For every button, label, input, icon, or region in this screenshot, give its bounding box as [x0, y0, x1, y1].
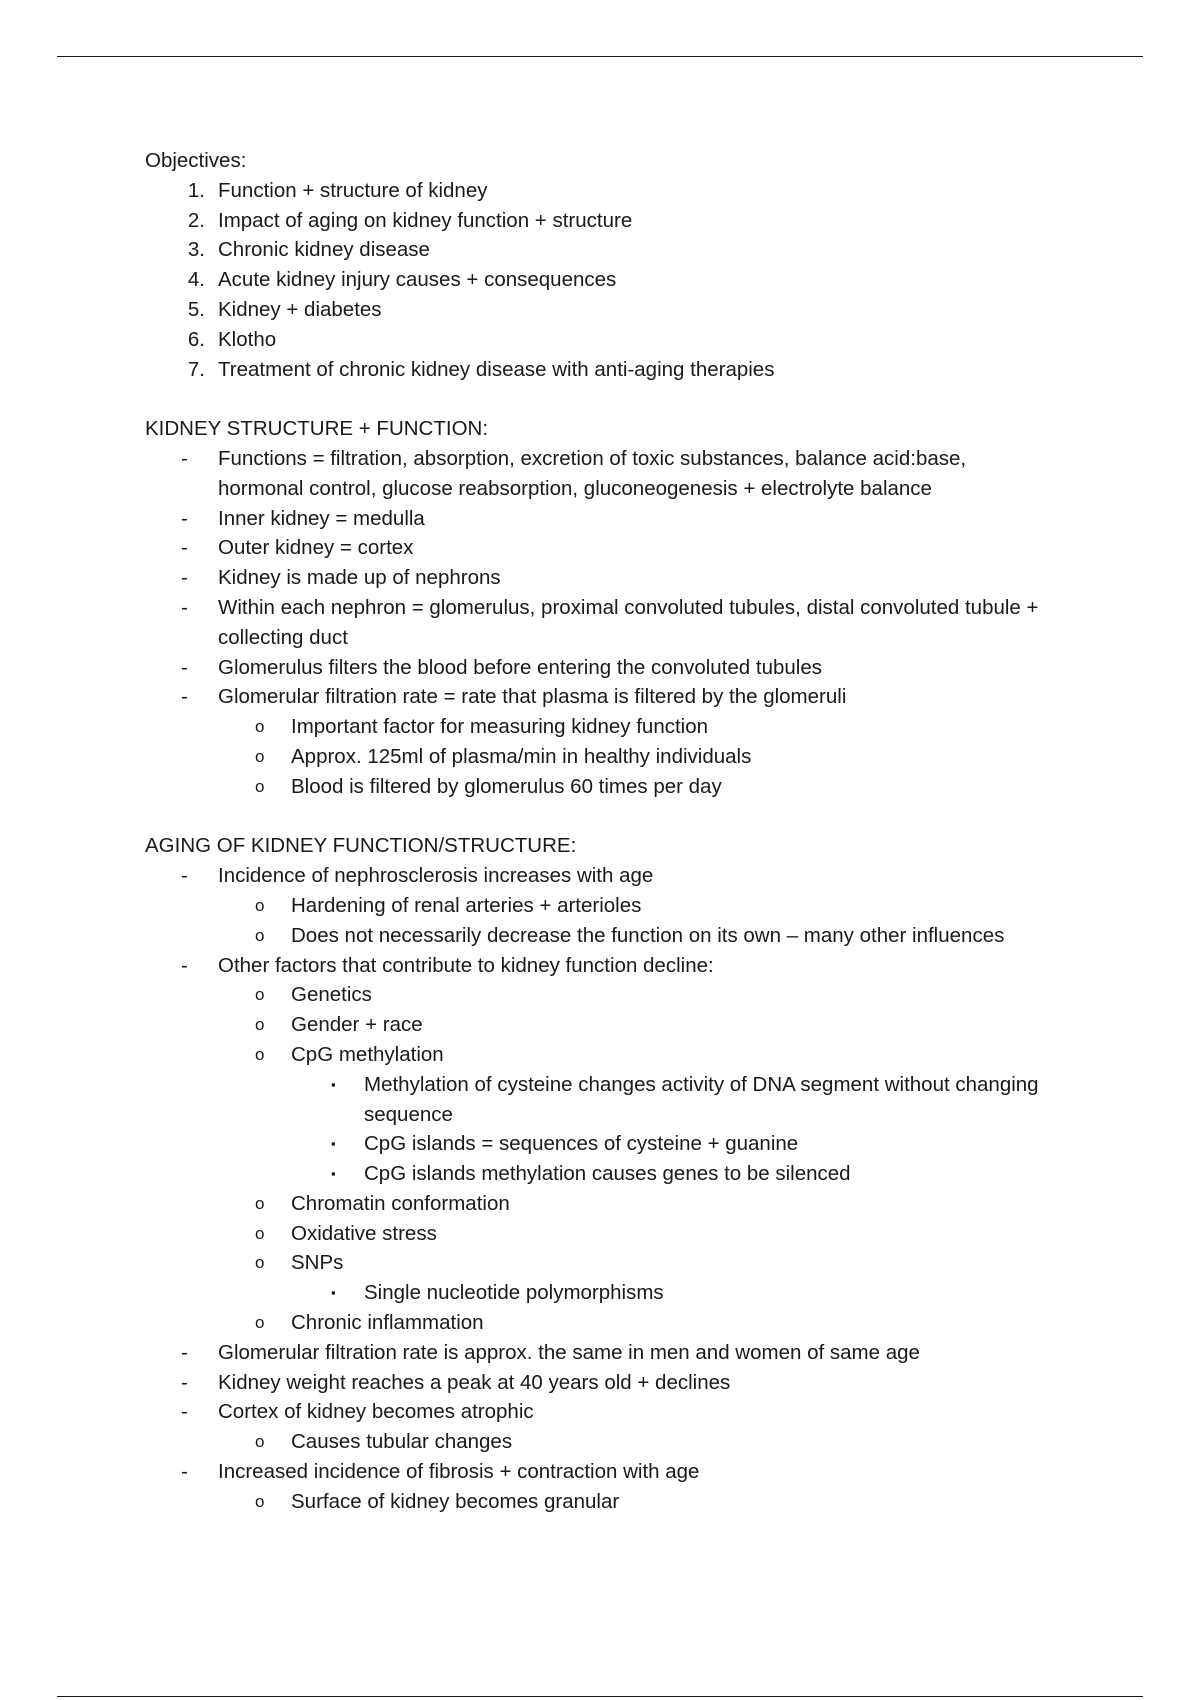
dash-bullet: -: [181, 506, 188, 530]
dash-bullet: -: [181, 1460, 188, 1484]
bullet-text: Kidney weight reaches a peak at 40 years old + declines: [218, 1370, 731, 1394]
section-heading-structure: KIDNEY STRUCTURE + FUNCTION:: [145, 417, 489, 441]
bullet-text: Approx. 125ml of plasma/min in healthy individuals: [291, 744, 752, 768]
square-bullet: ▪: [331, 1136, 336, 1152]
sub-bullet-item: [145, 1487, 1045, 1517]
bullet-item: [145, 682, 1045, 712]
list-item-text: Kidney + diabetes: [218, 297, 382, 321]
sub-bullet-item: [145, 891, 1045, 921]
bullet-text: Genetics: [291, 983, 372, 1007]
objectives-list: [145, 176, 1045, 385]
bullet-text: SNPs: [291, 1251, 344, 1275]
bullet-item: [145, 653, 1045, 683]
bullet-item: [145, 504, 1045, 534]
square-bullet: ▪: [331, 1285, 336, 1301]
dash-bullet: -: [181, 864, 188, 888]
list-item-text: Treatment of chronic kidney disease with anti-aging therapies: [218, 357, 775, 381]
dash-bullet: -: [181, 566, 188, 590]
bullet-item: [145, 951, 1045, 981]
sub-bullet-item: [145, 1308, 1045, 1338]
bullet-text: CpG islands = sequences of cysteine + guanine: [364, 1132, 799, 1156]
bullet-text: Chromatin conformation: [291, 1191, 510, 1215]
dash-bullet: -: [181, 446, 188, 470]
bullet-text: Outer kidney = cortex: [218, 536, 414, 560]
list-number: 7.: [187, 357, 205, 381]
bullet-text: Chronic inflammation: [291, 1311, 484, 1335]
bullet-text: Causes tubular changes: [291, 1430, 513, 1454]
bullet-text: Glomerular filtration rate is approx. the same in men and women of same age: [218, 1340, 920, 1364]
list-number: 3.: [187, 238, 205, 262]
circle-bullet: o: [255, 776, 265, 796]
bullet-text: Glomerular filtration rate = rate that plasma is filtered by the glomeruli: [218, 685, 847, 709]
bullet-text: Gender + race: [291, 1013, 423, 1037]
bullet-item: [145, 1397, 1045, 1427]
bullet-item: [145, 1457, 1045, 1487]
bullet-item: [145, 1338, 1045, 1368]
list-item: [145, 235, 1045, 265]
circle-bullet: o: [255, 985, 265, 1005]
bullet-text: Kidney is made up of nephrons: [218, 566, 501, 590]
bullet-item: [145, 1368, 1045, 1398]
sub-bullet-item: [145, 980, 1045, 1010]
bullet-item: [145, 563, 1045, 593]
bullet-text: Incidence of nephrosclerosis increases with age: [218, 864, 654, 888]
list-number: 4.: [187, 268, 205, 292]
bullet-text: CpG methylation: [291, 1042, 444, 1066]
sub-sub-bullet-item: [145, 1070, 1045, 1130]
sub-bullet-item: [145, 742, 1045, 772]
list-item: [145, 325, 1045, 355]
sub-sub-bullet-item: [145, 1129, 1045, 1159]
list-number: 2.: [187, 208, 205, 232]
bullet-item: [145, 861, 1045, 891]
sub-bullet-item: [145, 1248, 1045, 1278]
list-item: [145, 295, 1045, 325]
list-item: [145, 176, 1045, 206]
sub-bullet-item: [145, 712, 1045, 742]
circle-bullet: o: [255, 1044, 265, 1064]
bullet-text: Oxidative stress: [291, 1221, 437, 1245]
bullet-text: Blood is filtered by glomerulus 60 times per day: [291, 774, 722, 798]
list-item: [145, 206, 1045, 236]
sub-bullet-item: [145, 1427, 1045, 1457]
list-item-text: Acute kidney injury causes + consequences: [218, 268, 617, 292]
sub-sub-bullet-item: [145, 1278, 1045, 1308]
dash-bullet: -: [181, 1340, 188, 1364]
bullet-text: Other factors that contribute to kidney function decline:: [218, 953, 714, 977]
bullet-text: CpG islands methylation causes genes to be silenced: [364, 1162, 851, 1186]
dash-bullet: -: [181, 685, 188, 709]
header-rule: [57, 56, 1143, 57]
list-number: 1.: [187, 178, 205, 202]
square-bullet: ▪: [331, 1166, 336, 1182]
circle-bullet: o: [255, 895, 265, 915]
bullet-text: Inner kidney = medulla: [218, 506, 425, 530]
circle-bullet: o: [255, 925, 265, 945]
dash-bullet: -: [181, 536, 188, 560]
bullet-text: Hardening of renal arteries + arterioles: [291, 893, 642, 917]
sub-bullet-item: [145, 1040, 1045, 1070]
sub-bullet-item: [145, 1189, 1045, 1219]
circle-bullet: o: [255, 1223, 265, 1243]
sub-bullet-item: [145, 772, 1045, 802]
list-item-text: Chronic kidney disease: [218, 238, 430, 262]
bullet-item: [145, 444, 1045, 504]
sub-sub-bullet-item: [145, 1159, 1045, 1189]
bullet-text: Glomerulus filters the blood before entering the convoluted tubules: [218, 655, 822, 679]
circle-bullet: o: [255, 1432, 265, 1452]
list-item-text: Klotho: [218, 327, 277, 351]
circle-bullet: o: [255, 746, 265, 766]
square-bullet: ▪: [331, 1076, 336, 1092]
bullet-text: Methylation of cysteine changes activity of DNA segment without changing sequence: [364, 1072, 1039, 1126]
circle-bullet: o: [255, 1313, 265, 1333]
bullet-text: Cortex of kidney becomes atrophic: [218, 1400, 534, 1424]
dash-bullet: -: [181, 655, 188, 679]
dash-bullet: -: [181, 595, 188, 619]
sub-bullet-item: [145, 1219, 1045, 1249]
list-item-text: Function + structure of kidney: [218, 178, 488, 202]
dash-bullet: -: [181, 1400, 188, 1424]
footer-rule: [57, 1696, 1143, 1697]
bullet-text: Functions = filtration, absorption, excretion of toxic substances, balance acid:base, hormonal control, glucose reabsorption, gluconeogenesis + electrolyte balance: [218, 446, 967, 500]
bullet-text: Single nucleotide polymorphisms: [364, 1281, 664, 1305]
list-item: [145, 265, 1045, 295]
bullet-text: Does not necessarily decrease the function on its own – many other influences: [291, 923, 1005, 947]
section-heading-aging: AGING OF KIDNEY FUNCTION/STRUCTURE:: [145, 834, 577, 858]
list-item-text: Impact of aging on kidney function + structure: [218, 208, 633, 232]
list-number: 5.: [187, 297, 205, 321]
list-item: [145, 355, 1045, 385]
sub-bullet-item: [145, 1010, 1045, 1040]
circle-bullet: o: [255, 1491, 265, 1511]
bullet-text: Within each nephron = glomerulus, proximal convoluted tubules, distal convoluted tubule + collecting duct: [218, 595, 1039, 649]
bullet-item: [145, 593, 1045, 653]
circle-bullet: o: [255, 1253, 265, 1273]
dash-bullet: -: [181, 953, 188, 977]
circle-bullet: o: [255, 1193, 265, 1213]
circle-bullet: o: [255, 1015, 265, 1035]
sub-bullet-item: [145, 921, 1045, 951]
document-body: [145, 146, 1045, 1517]
objectives-heading: Objectives:: [145, 149, 247, 172]
circle-bullet: o: [255, 717, 265, 737]
bullet-text: Important factor for measuring kidney function: [291, 715, 709, 739]
bullet-text: Surface of kidney becomes granular: [291, 1489, 620, 1513]
list-number: 6.: [187, 327, 205, 351]
bullet-text: Increased incidence of fibrosis + contraction with age: [218, 1460, 700, 1484]
bullet-item: [145, 533, 1045, 563]
dash-bullet: -: [181, 1370, 188, 1394]
